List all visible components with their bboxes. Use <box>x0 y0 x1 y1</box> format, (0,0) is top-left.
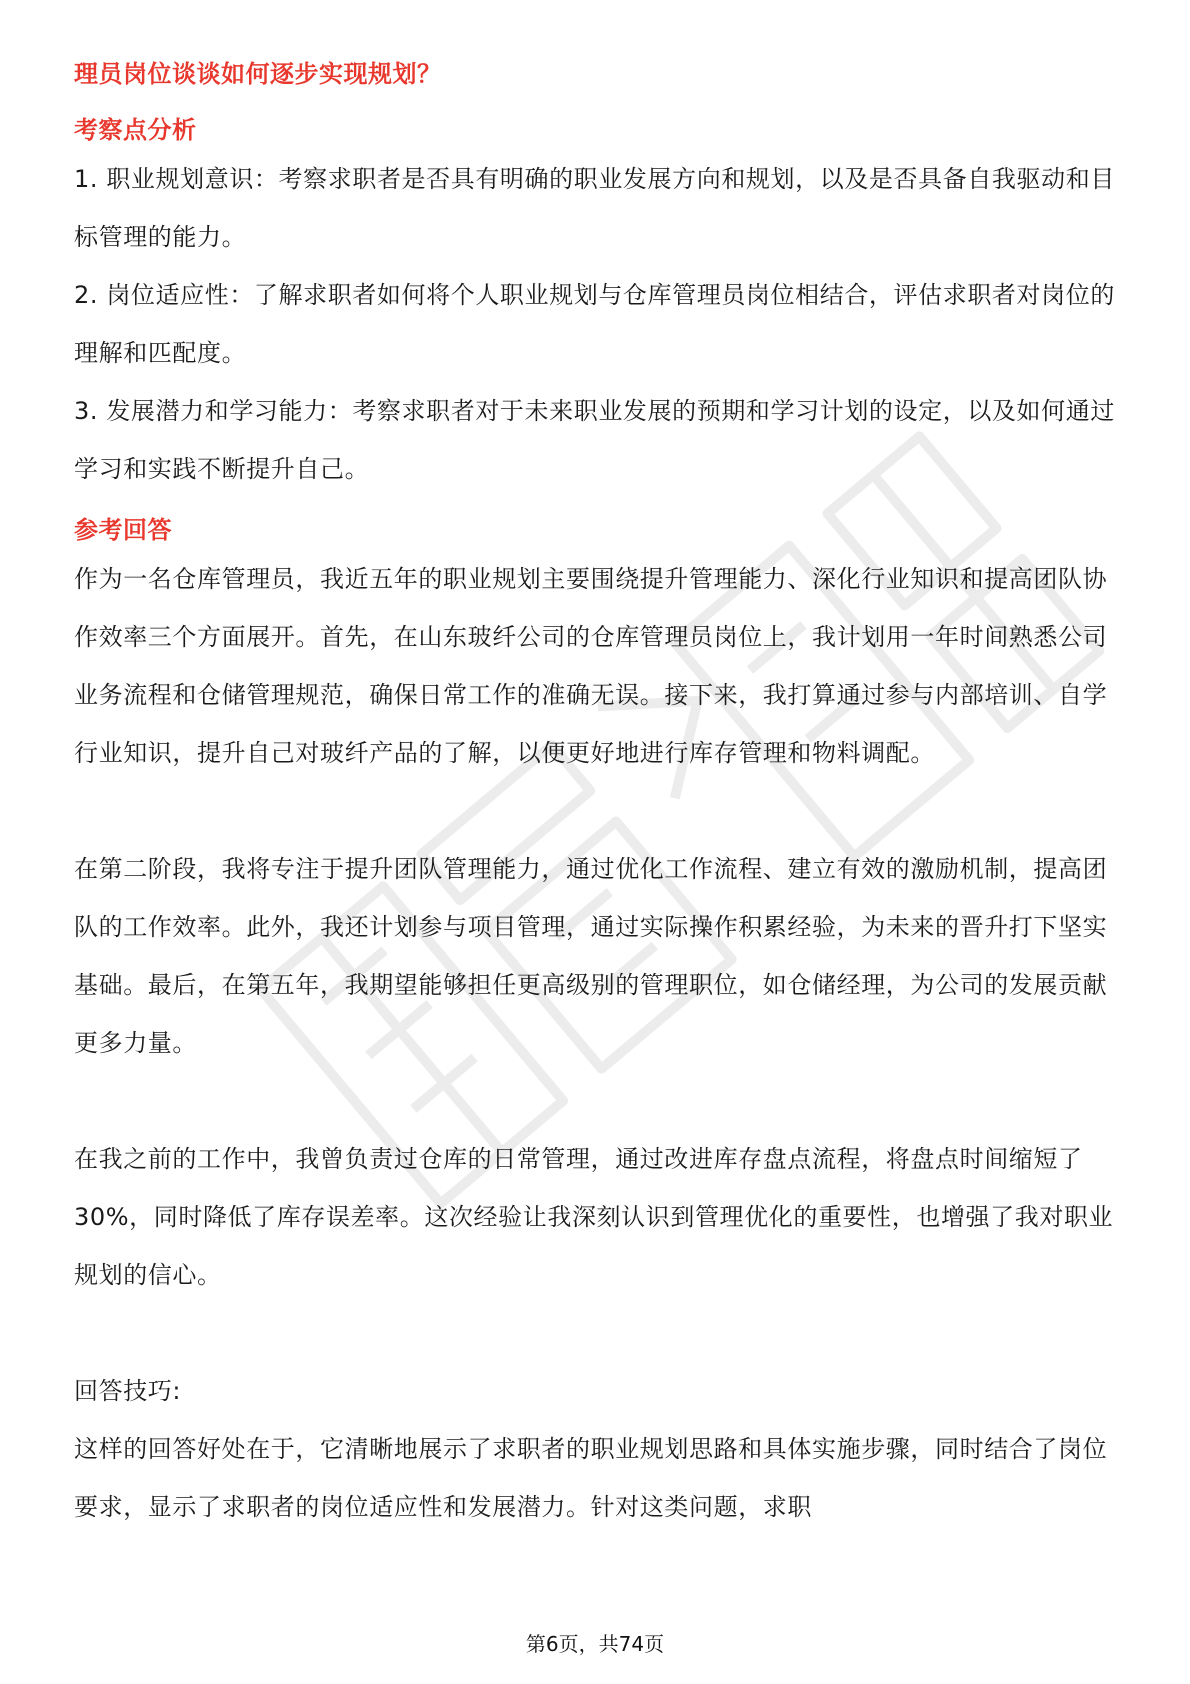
tips-text: 这样的回答好处在于，它清晰地展示了求职者的职业规划思路和具体实施步骤，同时结合了岗位要求，显示了求职者的岗位适应性和发展潜力。针对这类问题，求职 <box>74 1435 1108 1521</box>
answer-heading: 参考回答 <box>74 516 172 544</box>
analysis-point-2: 2. 岗位适应性：了解求职者如何将个人职业规划与仓库管理员岗位相结合，评估求职者对岗位的理解和匹配度。 <box>74 281 1115 367</box>
analysis-heading: 考察点分析 <box>74 116 197 144</box>
answer-paragraph-3: 在我之前的工作中，我曾负责过仓库的日常管理，通过改进库存盘点流程，将盘点时间缩短了30%，同时降低了库存误差率。这次经验让我深刻认识到管理优化的重要性，也增强了我对职业规划的信心。 <box>74 1145 1114 1289</box>
answer-paragraph-1: 作为一名仓库管理员，我近五年的职业规划主要围绕提升管理能力、深化行业知识和提高团队协作效率三个方面展开。首先，在山东玻纤公司的仓库管理员岗位上，我计划用一年时间熟悉公司业务流程和仓储管理规范，确保日常工作的准确无误。接下来，我打算通过参与内部培训、自学行业知识，提升自己对玻纤产品的了解，以便更好地进行库存管理和物料调配。 <box>74 565 1108 767</box>
tips-label: 回答技巧: <box>74 1377 182 1405</box>
answer-paragraph-2: 在第二阶段，我将专注于提升团队管理能力，通过优化工作流程、建立有效的激励机制，提高团队的工作效率。此外，我还计划参与项目管理，通过实际操作积累经验，为未来的晋升打下坚实基础。最后，在第五年，我期望能够担任更高级别的管理职位，如仓储经理，为公司的发展贡献更多力量。 <box>74 855 1108 1057</box>
analysis-point-1: 1. 职业规划意识：考察求职者是否具有明确的职业发展方向和规划，以及是否具备自我驱动和目标管理的能力。 <box>74 165 1115 251</box>
page-number-footer: 第6页，共74页 <box>525 1632 665 1656</box>
analysis-point-3: 3. 发展潜力和学习能力：考察求职者对于未来职业发展的预期和学习计划的设定，以及如何通过学习和实践不断提升自己。 <box>74 397 1115 483</box>
question-title: 理员岗位谈谈如何逐步实现规划？ <box>74 60 442 88</box>
document-page <box>74 54 1124 1536</box>
